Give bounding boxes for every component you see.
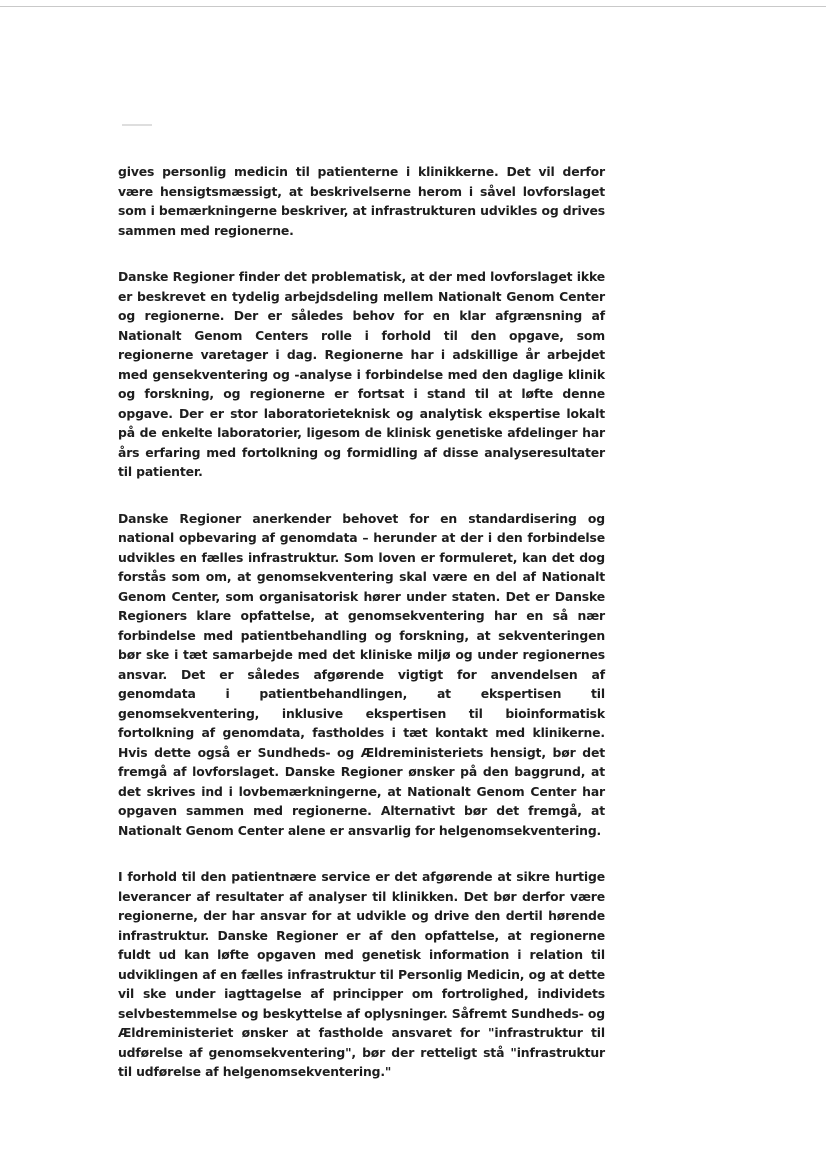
paragraph-personal-medicine: gives personlig medicin til patienterne i klinikkerne. Det vil derfor være hensigtsmæssigt, at beskrivelserne herom i såvel lovforslaget som i bemærkningerne beskriver, at infrastrukturen udvikles og drives sammen med regionerne. (118, 164, 605, 238)
scan-artifact (122, 124, 152, 126)
paragraph-genome-data-standardisation: Danske Regioner anerkender behovet for en standardisering og national opbevaring af genomdata – herunder at der i den forbindelse udvikles en fælles infrastruktur. Som loven er formuleret, kan det dog forstås som om, at genomsekventering skal være en del af Nationalt Genom Center, som organisatorisk hører under staten. Det er Danske Regioners klare opfattelse, at genomsekventering har en så nær forbindelse med patientbehandling og forskning, at sekventeringen bør ske i tæt samarbejde med det kliniske miljø og under regionernes ansvar. Det er således afgørende vigtigt for anvendelsen af genomdata i patientbehandlingen, at ekspertisen til genomsekventering, inklusive ekspertisen til bioinformatisk fortolkning af genomdata, fastholdes i tæt kontakt med klinikerne. Hvis dette også er Sundheds- og Ældreministeriets hensigt, bør det fremgå af lovforslaget. Danske Regioner ønsker på den baggrund, at det skrives ind i lovbemærkningerne, at Nationalt Genom Center har opgaven sammen med regionerne. Alternativt bør det fremgå, at Nationalt Genom Center alene er ansvarlig for helgenomsekventering. (118, 510, 605, 838)
paragraph-division-of-labour: Danske Regioner finder det problematisk, at der med lovforslaget ikke er beskrevet en tydelig arbejdsdeling mellem Nationalt Genom Center og regionerne. Der er således behov for en klar afgrænsning af Nationalt Genom Centers rolle i forhold til den opgave, som regionerne varetager i dag. Regionerne har i adskillige år arbejdet med gensekventering og -analyse i forbindelse med den daglige klinik og forskning, og regionerne er fortsat i stand til at løfte denne opgave. Der er stor laboratorieteknisk og analytisk ekspertise lokalt på de enkelte laboratorier, ligesom de klinisk genetiske afdelinger har års erfaring med fortolkning og formidling af disse analyseresultater til patienter. (118, 269, 605, 479)
paragraph-patient-service: I forhold til den patientnære service er det afgørende at sikre hurtige leverancer af resultater af analyser til klinikken. Det bør derfor være regionerne, der har ansvar for at udvikle og drive den dertil hørende infrastruktur. Danske Regioner er af den opfattelse, at regionerne fuldt ud kan løfte opgaven med genetisk information i relation til udviklingen af en fælles infrastruktur til Personlig Medicin, og at dette vil ske under iagttagelse af principper om fortrolighed, individets selvbestemmelse og beskyttelse af oplysninger. Såfremt Sundheds- og Ældreministeriet ønsker at fastholde ansvaret for "infrastruktur til udførelse af genomsekventering", bør der retteligt stå "infrastruktur til udførelse af helgenomsekventering." (118, 869, 605, 1079)
document-body (118, 162, 605, 1082)
scan-edge-line (0, 6, 826, 7)
